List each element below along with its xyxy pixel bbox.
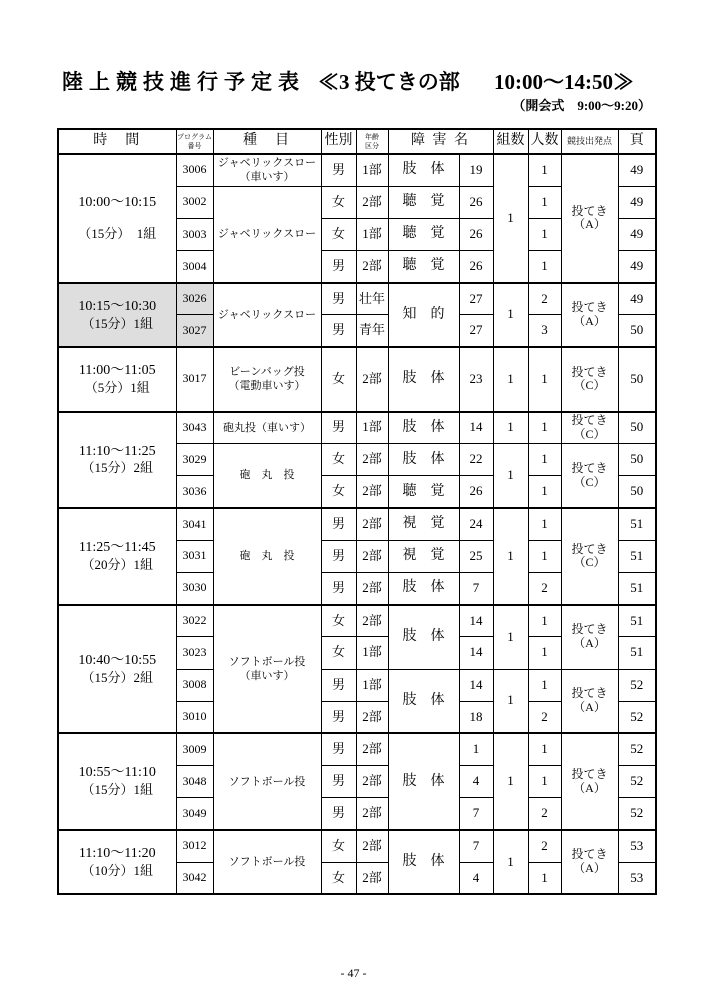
person-count: 1 <box>528 412 561 444</box>
set-count: 1 <box>493 733 528 830</box>
set-count: 1 <box>493 669 528 733</box>
disability-number: 7 <box>459 798 493 830</box>
disability-number: 19 <box>459 154 493 186</box>
time-note: （15分）2組 <box>81 460 153 476</box>
page-number: 49 <box>618 251 656 283</box>
program-number: 3009 <box>176 733 213 765</box>
sex: 男 <box>321 572 356 604</box>
person-count: 1 <box>528 605 561 637</box>
table-row <box>58 830 656 862</box>
program-number: 3041 <box>176 508 213 540</box>
age-class: 2部 <box>356 701 388 733</box>
disability-number: 27 <box>459 283 493 315</box>
set-count: 1 <box>493 347 528 411</box>
disability-name: 聴 覚 <box>388 218 459 250</box>
start-point: 投てき （C） <box>561 412 618 444</box>
age-class: 1部 <box>356 412 388 444</box>
sex: 男 <box>321 766 356 798</box>
age-class: 青年 <box>356 315 388 347</box>
disability-name: 肢 体 <box>388 605 459 669</box>
page-title-section: ≪3 投てきの部 <box>318 70 460 94</box>
page-number: 51 <box>618 572 656 604</box>
schedule-group <box>58 508 656 605</box>
disability-name: 肢 体 <box>388 669 459 733</box>
sex: 女 <box>321 218 356 250</box>
set-count: 1 <box>493 444 528 508</box>
age-class: 2部 <box>356 605 388 637</box>
sex: 男 <box>321 508 356 540</box>
start-point: 投てき （A） <box>561 669 618 733</box>
start-point: 投てき （C） <box>561 444 618 508</box>
page-number: 53 <box>618 830 656 862</box>
disability-number: 14 <box>459 605 493 637</box>
program-number: 3017 <box>176 347 213 411</box>
age-class: 1部 <box>356 637 388 669</box>
table-row <box>58 733 656 765</box>
sex: 男 <box>321 154 356 186</box>
event-name: ソフトボール投 <box>213 830 321 894</box>
sex: 女 <box>321 347 356 411</box>
event-name: 砲丸投（車いす） <box>213 412 321 444</box>
start-point: 投てき （C） <box>561 347 618 411</box>
program-number: 3012 <box>176 830 213 862</box>
program-number: 3023 <box>176 637 213 669</box>
event-name: ビーンバッグ投 （電動車いす） <box>213 347 321 411</box>
time-note: （15分）1組 <box>81 315 153 331</box>
sex: 女 <box>321 830 356 862</box>
disability-number: 7 <box>459 572 493 604</box>
age-class: 2部 <box>356 798 388 830</box>
start-point: 投てき （A） <box>561 733 618 830</box>
disability-name: 聴 覚 <box>388 186 459 218</box>
program-number: 3002 <box>176 186 213 218</box>
disability-number: 1 <box>459 733 493 765</box>
page-number: 50 <box>618 412 656 444</box>
disability-number: 22 <box>459 444 493 476</box>
disability-number: 24 <box>459 508 493 540</box>
schedule-group <box>58 412 656 509</box>
time-note: （15分）2組 <box>81 669 153 685</box>
page-number: 50 <box>618 444 656 476</box>
time-range: 11:10〜11:20 <box>78 845 156 861</box>
disability-number: 25 <box>459 540 493 572</box>
program-number: 3036 <box>176 476 213 508</box>
page-number: 49 <box>618 218 656 250</box>
sex: 男 <box>321 283 356 315</box>
person-count: 1 <box>528 862 561 894</box>
age-class: 2部 <box>356 830 388 862</box>
age-class: 1部 <box>356 154 388 186</box>
disability-number: 14 <box>459 669 493 701</box>
age-class: 2部 <box>356 508 388 540</box>
page-number-footer: - 47 - <box>340 966 367 980</box>
event-name: 砲 丸 投 <box>213 444 321 508</box>
person-count: 2 <box>528 798 561 830</box>
sex: 男 <box>321 701 356 733</box>
page-number: 50 <box>618 315 656 347</box>
sex: 男 <box>321 412 356 444</box>
event-name: ソフトボール投 （車いす） <box>213 605 321 734</box>
table-row <box>58 412 656 444</box>
disability-name: 肢 体 <box>388 733 459 830</box>
time-note: （5分）1組 <box>84 379 150 395</box>
disability-number: 27 <box>459 315 493 347</box>
disability-number: 26 <box>459 186 493 218</box>
sex: 男 <box>321 798 356 830</box>
header-sex: 性別 <box>321 129 356 154</box>
sex: 男 <box>321 733 356 765</box>
page-number: 50 <box>618 476 656 508</box>
page-number: 50 <box>618 347 656 411</box>
program-number: 3006 <box>176 154 213 186</box>
schedule-group <box>58 347 656 411</box>
disability-number: 26 <box>459 251 493 283</box>
person-count: 1 <box>528 766 561 798</box>
sex: 男 <box>321 251 356 283</box>
time-cell <box>58 154 176 283</box>
event-name: ジャベリックスロー （車いす） <box>213 154 321 186</box>
disability-name: 肢 体 <box>388 347 459 411</box>
header-disability: 障 害 名 <box>388 129 493 154</box>
page-number: 49 <box>618 283 656 315</box>
set-count: 1 <box>493 412 528 444</box>
page-number: 49 <box>618 186 656 218</box>
event-name: ジャベリックスロー <box>213 283 321 347</box>
program-number: 3031 <box>176 540 213 572</box>
person-count: 1 <box>528 186 561 218</box>
age-class: 2部 <box>356 347 388 411</box>
time-note: （20分）1組 <box>81 556 153 572</box>
table-row <box>58 154 656 186</box>
program-number: 3022 <box>176 605 213 637</box>
sex: 男 <box>321 315 356 347</box>
time-note: （15分） 1組 <box>78 226 157 242</box>
age-class: 2部 <box>356 251 388 283</box>
schedule-group <box>58 733 656 830</box>
header-event: 種 目 <box>213 129 321 154</box>
start-point: 投てき （A） <box>561 830 618 894</box>
person-count: 1 <box>528 154 561 186</box>
sex: 女 <box>321 186 356 218</box>
header-row <box>58 129 656 154</box>
disability-number: 4 <box>459 766 493 798</box>
program-number: 3003 <box>176 218 213 250</box>
disability-number: 4 <box>459 862 493 894</box>
age-class: 2部 <box>356 476 388 508</box>
time-cell <box>58 347 176 411</box>
set-count: 1 <box>493 508 528 605</box>
event-name: 砲 丸 投 <box>213 508 321 605</box>
sex: 女 <box>321 476 356 508</box>
time-range: 11:10〜11:25 <box>78 443 156 459</box>
program-number: 3029 <box>176 444 213 476</box>
start-point: 投てき （A） <box>561 283 618 347</box>
time-cell <box>58 283 176 347</box>
header-page: 頁 <box>618 129 656 154</box>
person-count: 1 <box>528 733 561 765</box>
page-number: 52 <box>618 798 656 830</box>
program-number: 3004 <box>176 251 213 283</box>
sex: 男 <box>321 540 356 572</box>
age-class: 2部 <box>356 766 388 798</box>
age-class: 2部 <box>356 862 388 894</box>
disability-name: 知 的 <box>388 283 459 347</box>
disability-name: 視 覚 <box>388 508 459 540</box>
age-class: 2部 <box>356 572 388 604</box>
header-time: 時 間 <box>58 129 176 154</box>
person-count: 1 <box>528 347 561 411</box>
table-row <box>58 605 656 637</box>
disability-number: 7 <box>459 830 493 862</box>
header-program-number: プログラム 番号 <box>176 129 213 154</box>
opening-ceremony-note: （開会式 9:00〜9:20） <box>512 98 651 113</box>
age-class: 壮年 <box>356 283 388 315</box>
disability-name: 肢 体 <box>388 572 459 604</box>
disability-name: 肢 体 <box>388 830 459 894</box>
time-range: 11:25〜11:45 <box>78 540 156 556</box>
program-number: 3027 <box>176 315 213 347</box>
program-number: 3043 <box>176 412 213 444</box>
set-count: 1 <box>493 283 528 347</box>
age-class: 1部 <box>356 218 388 250</box>
page-number: 52 <box>618 701 656 733</box>
set-count: 1 <box>493 605 528 669</box>
disability-name: 聴 覚 <box>388 251 459 283</box>
disability-name: 聴 覚 <box>388 476 459 508</box>
person-count: 2 <box>528 572 561 604</box>
event-name: ソフトボール投 <box>213 733 321 830</box>
person-count: 2 <box>528 701 561 733</box>
sex: 女 <box>321 637 356 669</box>
disability-number: 14 <box>459 412 493 444</box>
sex: 女 <box>321 862 356 894</box>
table-row <box>58 508 656 540</box>
sex: 女 <box>321 605 356 637</box>
sex: 男 <box>321 669 356 701</box>
time-range: 11:00〜11:05 <box>78 363 156 379</box>
start-point: 投てき （A） <box>561 605 618 669</box>
schedule-table <box>57 128 657 895</box>
person-count: 1 <box>528 540 561 572</box>
sex: 女 <box>321 444 356 476</box>
page-title-time: 10:00〜14:50≫ <box>494 70 634 94</box>
disability-name: 肢 体 <box>388 154 459 186</box>
page-number: 49 <box>618 154 656 186</box>
time-range: 10:40〜10:55 <box>78 652 157 668</box>
disability-number: 23 <box>459 347 493 411</box>
program-number: 3010 <box>176 701 213 733</box>
person-count: 2 <box>528 283 561 315</box>
program-number: 3049 <box>176 798 213 830</box>
time-range: 10:15〜10:30 <box>78 298 157 314</box>
page-number: 52 <box>618 733 656 765</box>
page-number: 51 <box>618 605 656 637</box>
schedule-group <box>58 154 656 283</box>
age-class: 2部 <box>356 186 388 218</box>
person-count: 1 <box>528 508 561 540</box>
table-row <box>58 347 656 411</box>
time-cell <box>58 508 176 605</box>
header-start-point: 競技出発点 <box>561 129 618 154</box>
header-age-class: 年齢 区分 <box>356 129 388 154</box>
disability-name: 肢 体 <box>388 444 459 476</box>
age-class: 2部 <box>356 540 388 572</box>
table-row <box>58 283 656 315</box>
disability-number: 18 <box>459 701 493 733</box>
disability-number: 26 <box>459 218 493 250</box>
person-count: 1 <box>528 251 561 283</box>
time-note: （10分）1組 <box>81 862 153 878</box>
time-cell <box>58 605 176 734</box>
time-note: （15分）1組 <box>81 782 153 798</box>
page-number: 52 <box>618 766 656 798</box>
disability-number: 26 <box>459 476 493 508</box>
set-count: 1 <box>493 154 528 283</box>
event-name: ジャベリックスロー <box>213 186 321 283</box>
program-number: 3008 <box>176 669 213 701</box>
time-range: 10:55〜11:10 <box>78 765 156 781</box>
program-number: 3048 <box>176 766 213 798</box>
person-count: 2 <box>528 830 561 862</box>
person-count: 1 <box>528 669 561 701</box>
page-number: 53 <box>618 862 656 894</box>
page-number: 52 <box>618 669 656 701</box>
header-sets: 組数 <box>493 129 528 154</box>
disability-number: 14 <box>459 637 493 669</box>
person-count: 1 <box>528 637 561 669</box>
disability-name: 視 覚 <box>388 540 459 572</box>
page-number: 51 <box>618 508 656 540</box>
time-cell <box>58 412 176 509</box>
program-number: 3026 <box>176 283 213 315</box>
time-cell <box>58 830 176 894</box>
page-number: 51 <box>618 540 656 572</box>
start-point: 投てき （A） <box>561 154 618 283</box>
person-count: 1 <box>528 444 561 476</box>
time-range: 10:00〜10:15 <box>78 194 157 210</box>
header-persons: 人数 <box>528 129 561 154</box>
program-number: 3030 <box>176 572 213 604</box>
person-count: 1 <box>528 218 561 250</box>
page-number: 51 <box>618 637 656 669</box>
schedule-group <box>58 283 656 347</box>
age-class: 2部 <box>356 733 388 765</box>
schedule-group <box>58 830 656 894</box>
disability-name: 肢 体 <box>388 412 459 444</box>
program-number: 3042 <box>176 862 213 894</box>
schedule-group <box>58 605 656 734</box>
age-class: 1部 <box>356 669 388 701</box>
person-count: 1 <box>528 476 561 508</box>
start-point: 投てき （C） <box>561 508 618 605</box>
time-cell <box>58 733 176 830</box>
person-count: 3 <box>528 315 561 347</box>
age-class: 2部 <box>356 444 388 476</box>
page-title: 陸上競技進行予定表 <box>62 70 305 94</box>
set-count: 1 <box>493 830 528 894</box>
